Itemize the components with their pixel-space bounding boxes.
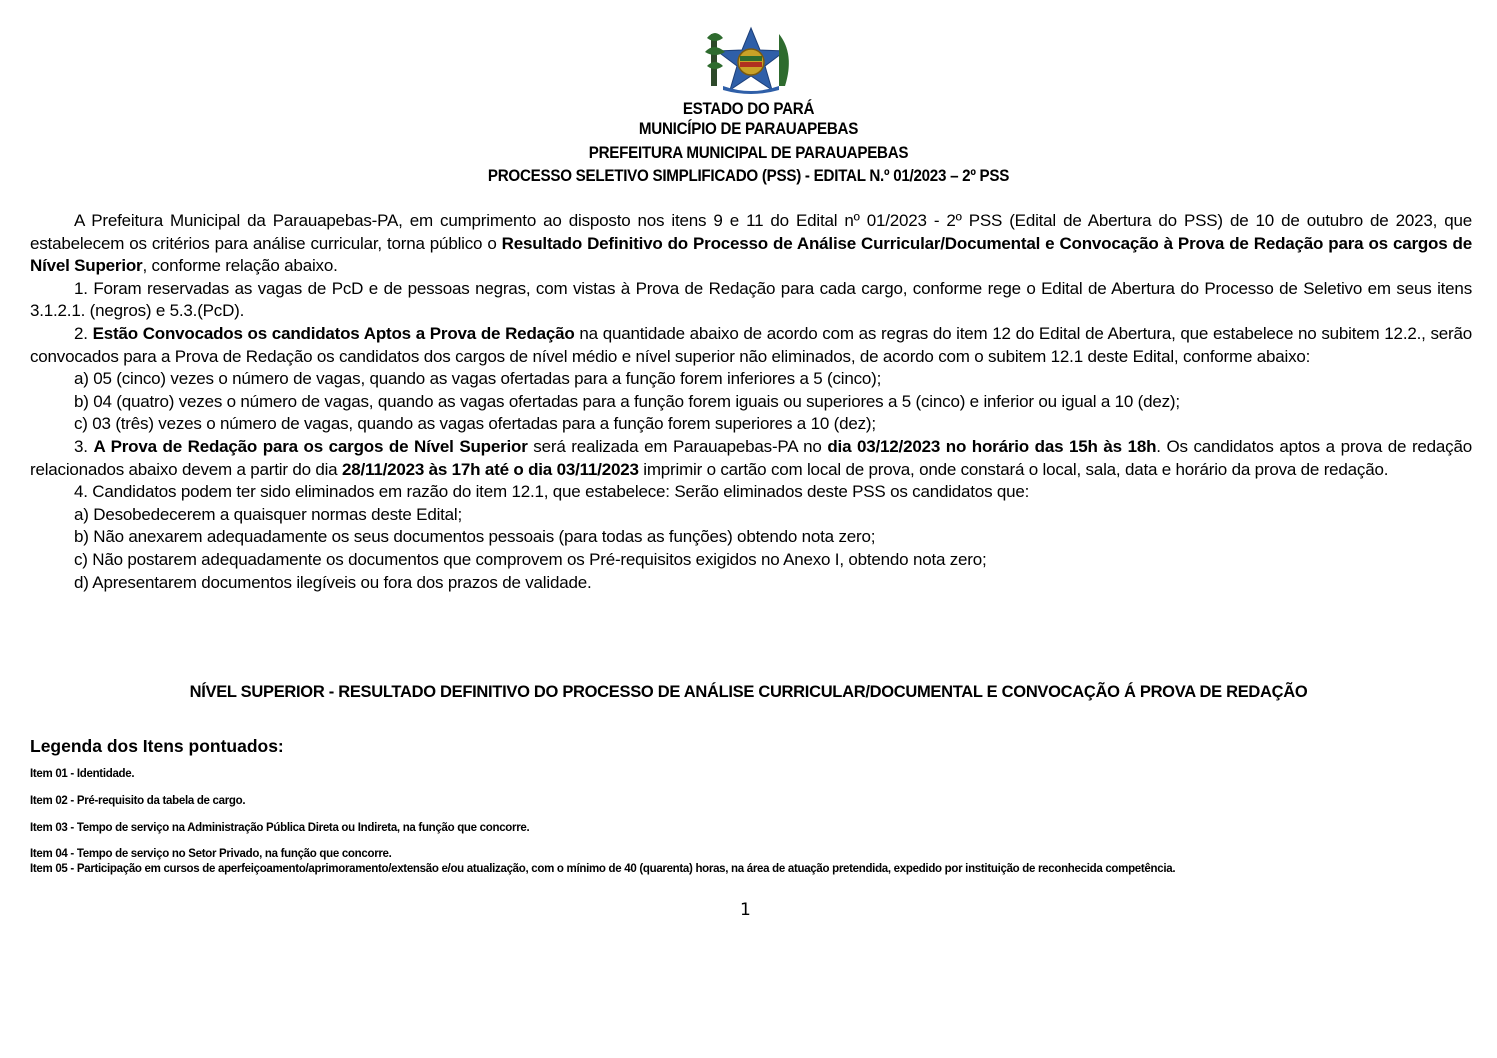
legend-item-02: Item 02 - Pré-requisito da tabela de cargo. (30, 795, 246, 807)
legend-item-03: Item 03 - Tempo de serviço na Administração Pública Direta ou Indireta, na função que concorre. (30, 822, 530, 834)
item-2-number: 2. (74, 323, 93, 343)
item-2-sub-c: c) 03 (três) vezes o número de vagas, quando as vagas ofertadas para a função forem superiores a 10 (dez); (74, 414, 876, 434)
item-2-sub-a: a) 05 (cinco) vezes o número de vagas, quando as vagas ofertadas para a função forem inferiores a 5 (cinco); (74, 369, 882, 389)
legend-item-01: Item 01 - Identidade. (30, 768, 135, 780)
item-3-print-period: 28/11/2023 às 17h até o dia 03/11/2023 (341, 459, 639, 479)
coat-of-arms-icon (705, 24, 797, 96)
intro-text: A Prefeitura Municipal da Parauapebas-PA, em cumprimento ao disposto nos itens 9 e 11 do Edital nº 01/2023 - 2º PSS (Edital de Abertura do PSS) de 10 de outubro de 2023, que estabelecem os critérios para análise curricular, torna público o (30, 211, 1472, 253)
document-body (30, 210, 1472, 594)
item-2-paragraph (30, 323, 1472, 368)
header-state: ESTADO DO PARÁ (682, 100, 815, 118)
item-3-bold-1: A Prova de Redação para os cargos de Nível Superior (93, 436, 528, 456)
item-3-text-3: imprimir o cartão com local de prova, onde constará o local, sala, data e horário da prova de redação. (638, 459, 1389, 479)
item-3-paragraph (30, 436, 1472, 481)
item-3-number: 3. (74, 436, 94, 456)
item-4-sub-c: c) Não postarem adequadamente os documentos que comprovem os Pré-requisitos exigidos no Anexo I, obtendo nota zero; (74, 549, 987, 569)
item-2-text: na quantidade abaixo de acordo com as regras do item 12 do Edital de Abertura, que estabelece no subitem 12.2., serão convocados para a Prova de Redação os candidatos dos cargos de nível médio e nível superior não eliminados, de acordo com o subitem 12.1 deste Edital, conforme abaixo: (30, 323, 1472, 366)
item-2-bold: Estão Convocados os candidatos Aptos a Prova de Redação (92, 323, 575, 343)
item-4-sub-b: b) Não anexarem adequadamente os seus documentos pessoais (para todas as funções) obtendo nota zero; (74, 527, 876, 547)
item-3-exam-date: dia 03/12/2023 no horário das 15h às 18h (827, 436, 1157, 456)
legend-item-05: Item 05 - Participação em cursos de aperfeiçoamento/aprimoramento/extensão e/ou atualização, com o mínimo de 40 (quarenta) horas, na área de atuação pretendida, expedido por instituição de reconhecida competência. (30, 863, 1176, 875)
item-4-sub-d: d) Apresentarem documentos ilegíveis ou fora dos prazos de validade. (74, 572, 592, 592)
item-3-text-1: será realizada em Parauapebas-PA no (527, 436, 828, 456)
page-number: 1 (740, 900, 751, 920)
item-4-paragraph: 4. Candidatos podem ter sido eliminados em razão do item 12.1, que estabelece: Serão eliminados deste PSS os candidatos que: (74, 482, 1030, 502)
header-municipality: MUNICÍPIO DE PARAUAPEBAS (638, 120, 859, 138)
header-prefecture: PREFEITURA MUNICIPAL DE PARAUAPEBAS (588, 144, 909, 162)
item-4-sub-a: a) Desobedecerem a quaisquer normas deste Edital; (74, 504, 463, 524)
legend-item-04: Item 04 - Tempo de serviço no Setor Privado, na função que concorre. (30, 848, 392, 860)
legend-title: Legenda dos Itens pontuados: (30, 736, 284, 756)
intro-text-end: , conforme relação abaixo. (142, 256, 338, 276)
item-2-sub-b: b) 04 (quatro) vezes o número de vagas, quando as vagas ofertadas para a função forem iguais ou superiores a 5 (cinco) e inferior ou igual a 10 (dez); (74, 391, 1180, 411)
intro-paragraph (30, 210, 1472, 278)
header-process-title: PROCESSO SELETIVO SIMPLIFICADO (PSS) - EDITAL N.º 01/2023 – 2º PSS (487, 167, 1010, 185)
intro-bold: Resultado Definitivo do Processo de Análise Curricular/Documental e Convocação à Prova de Redação para os cargos de Nível Superior (30, 233, 1472, 276)
item-1-paragraph: 1. Foram reservadas as vagas de PcD e de pessoas negras, com vistas à Prova de Redação para cada cargo, conforme rege o Edital de Abertura do Processo de Seletivo em seus itens 3.1.2.1. (negros) e 5.3.(PcD). (30, 278, 1472, 321)
item-3-text-2: . Os candidatos aptos a prova de redação relacionados abaixo devem a partir do dia (30, 436, 1472, 479)
section-title: NÍVEL SUPERIOR - RESULTADO DEFINITIVO DO PROCESSO DE ANÁLISE CURRICULAR/DOCUMENTAL E CONVOCAÇÃO Á PROVA DE REDAÇÃO (189, 683, 1308, 701)
